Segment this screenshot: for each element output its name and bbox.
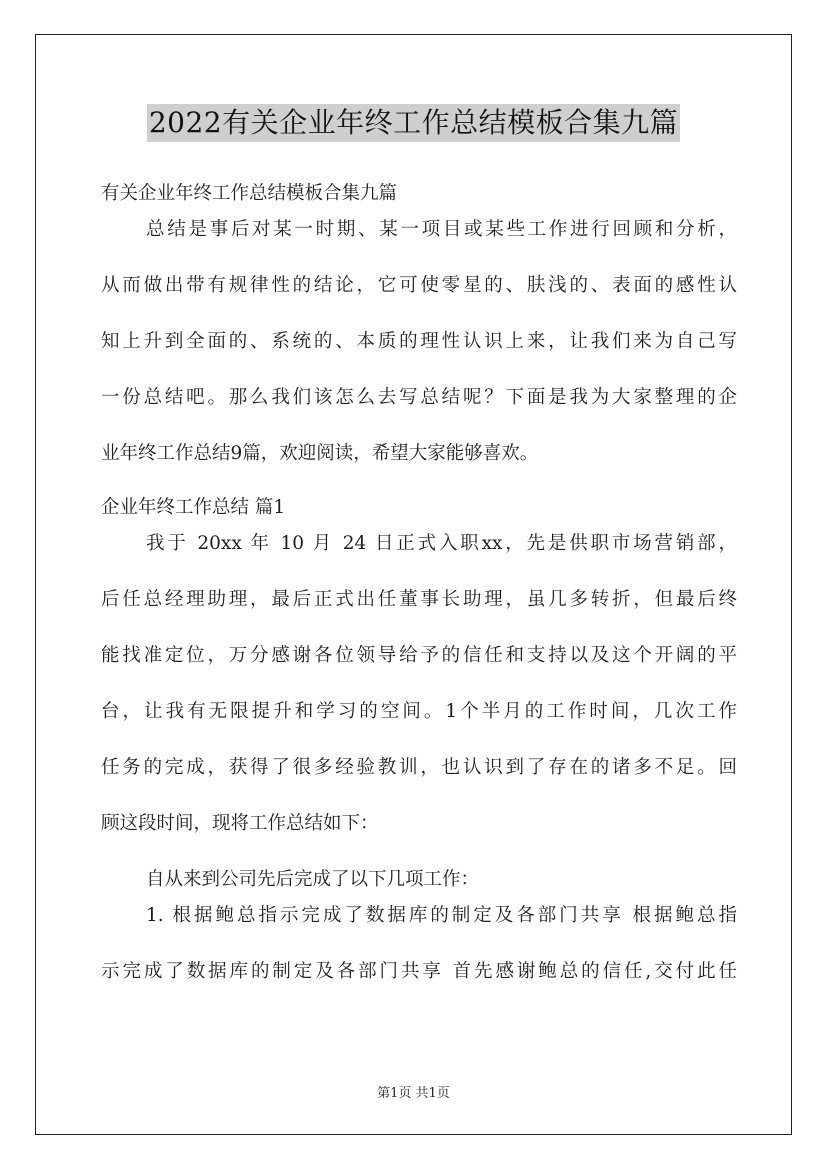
work-intro: 自从来到公司先后完成了以下几项工作： [146,869,480,890]
title-wrap [0,104,827,142]
body-line: 后任总经理助理，最后正式出任董事长助理，虽几多转折，但最后终 [101,589,737,610]
intro-line: 知上升到全面的、系统的、本质的理性认识上来，让我们来为自己写 [101,331,737,352]
document-body [101,176,737,990]
intro-line: 总结是事后对某一时期、某一项目或某些工作进行回顾和分析， [146,219,737,240]
document-subtitle: 有关企业年终工作总结模板合集九篇 [101,183,398,204]
body-line: 能找准定位，万分感谢各位领导给予的信任和支持以及这个开阔的平 [101,645,737,666]
section-heading: 企业年终工作总结 篇1 [101,497,286,518]
item-line: 示完成了数据库的制定及各部门共享 首先感谢鲍总的信任,交付此任 [101,961,737,982]
intro-line: 业年终工作总结9篇，欢迎阅读，希望大家能够喜欢。 [101,443,539,464]
item-line: 1. 根据鲍总指示完成了数据库的制定及各部门共享 根据鲍总指 [146,905,737,926]
page-footer: 第1页 共1页 [377,1086,450,1101]
body-line: 台，让我有无限提升和学习的空间。1个半月的工作时间，几次工作 [101,701,737,722]
body-line: 我于 20xx 年 10 月 24 日正式入职xx，先是供职市场营销部， [146,533,737,554]
intro-line: 一份总结吧。那么我们该怎么去写总结呢？下面是我为大家整理的企 [101,387,737,408]
intro-line: 从而做出带有规律性的结论，它可使零星的、肤浅的、表面的感性认 [101,275,737,296]
document-title: 2022有关企业年终工作总结模板合集九篇 [147,104,680,142]
intro-paragraph [101,212,737,472]
body-paragraph [101,526,737,842]
body-line: 顾这段时间，现将工作总结如下： [101,813,379,834]
item-paragraph [101,898,737,990]
body-line: 任务的完成，获得了很多经验教训，也认识到了存在的诸多不足。回 [101,757,737,778]
